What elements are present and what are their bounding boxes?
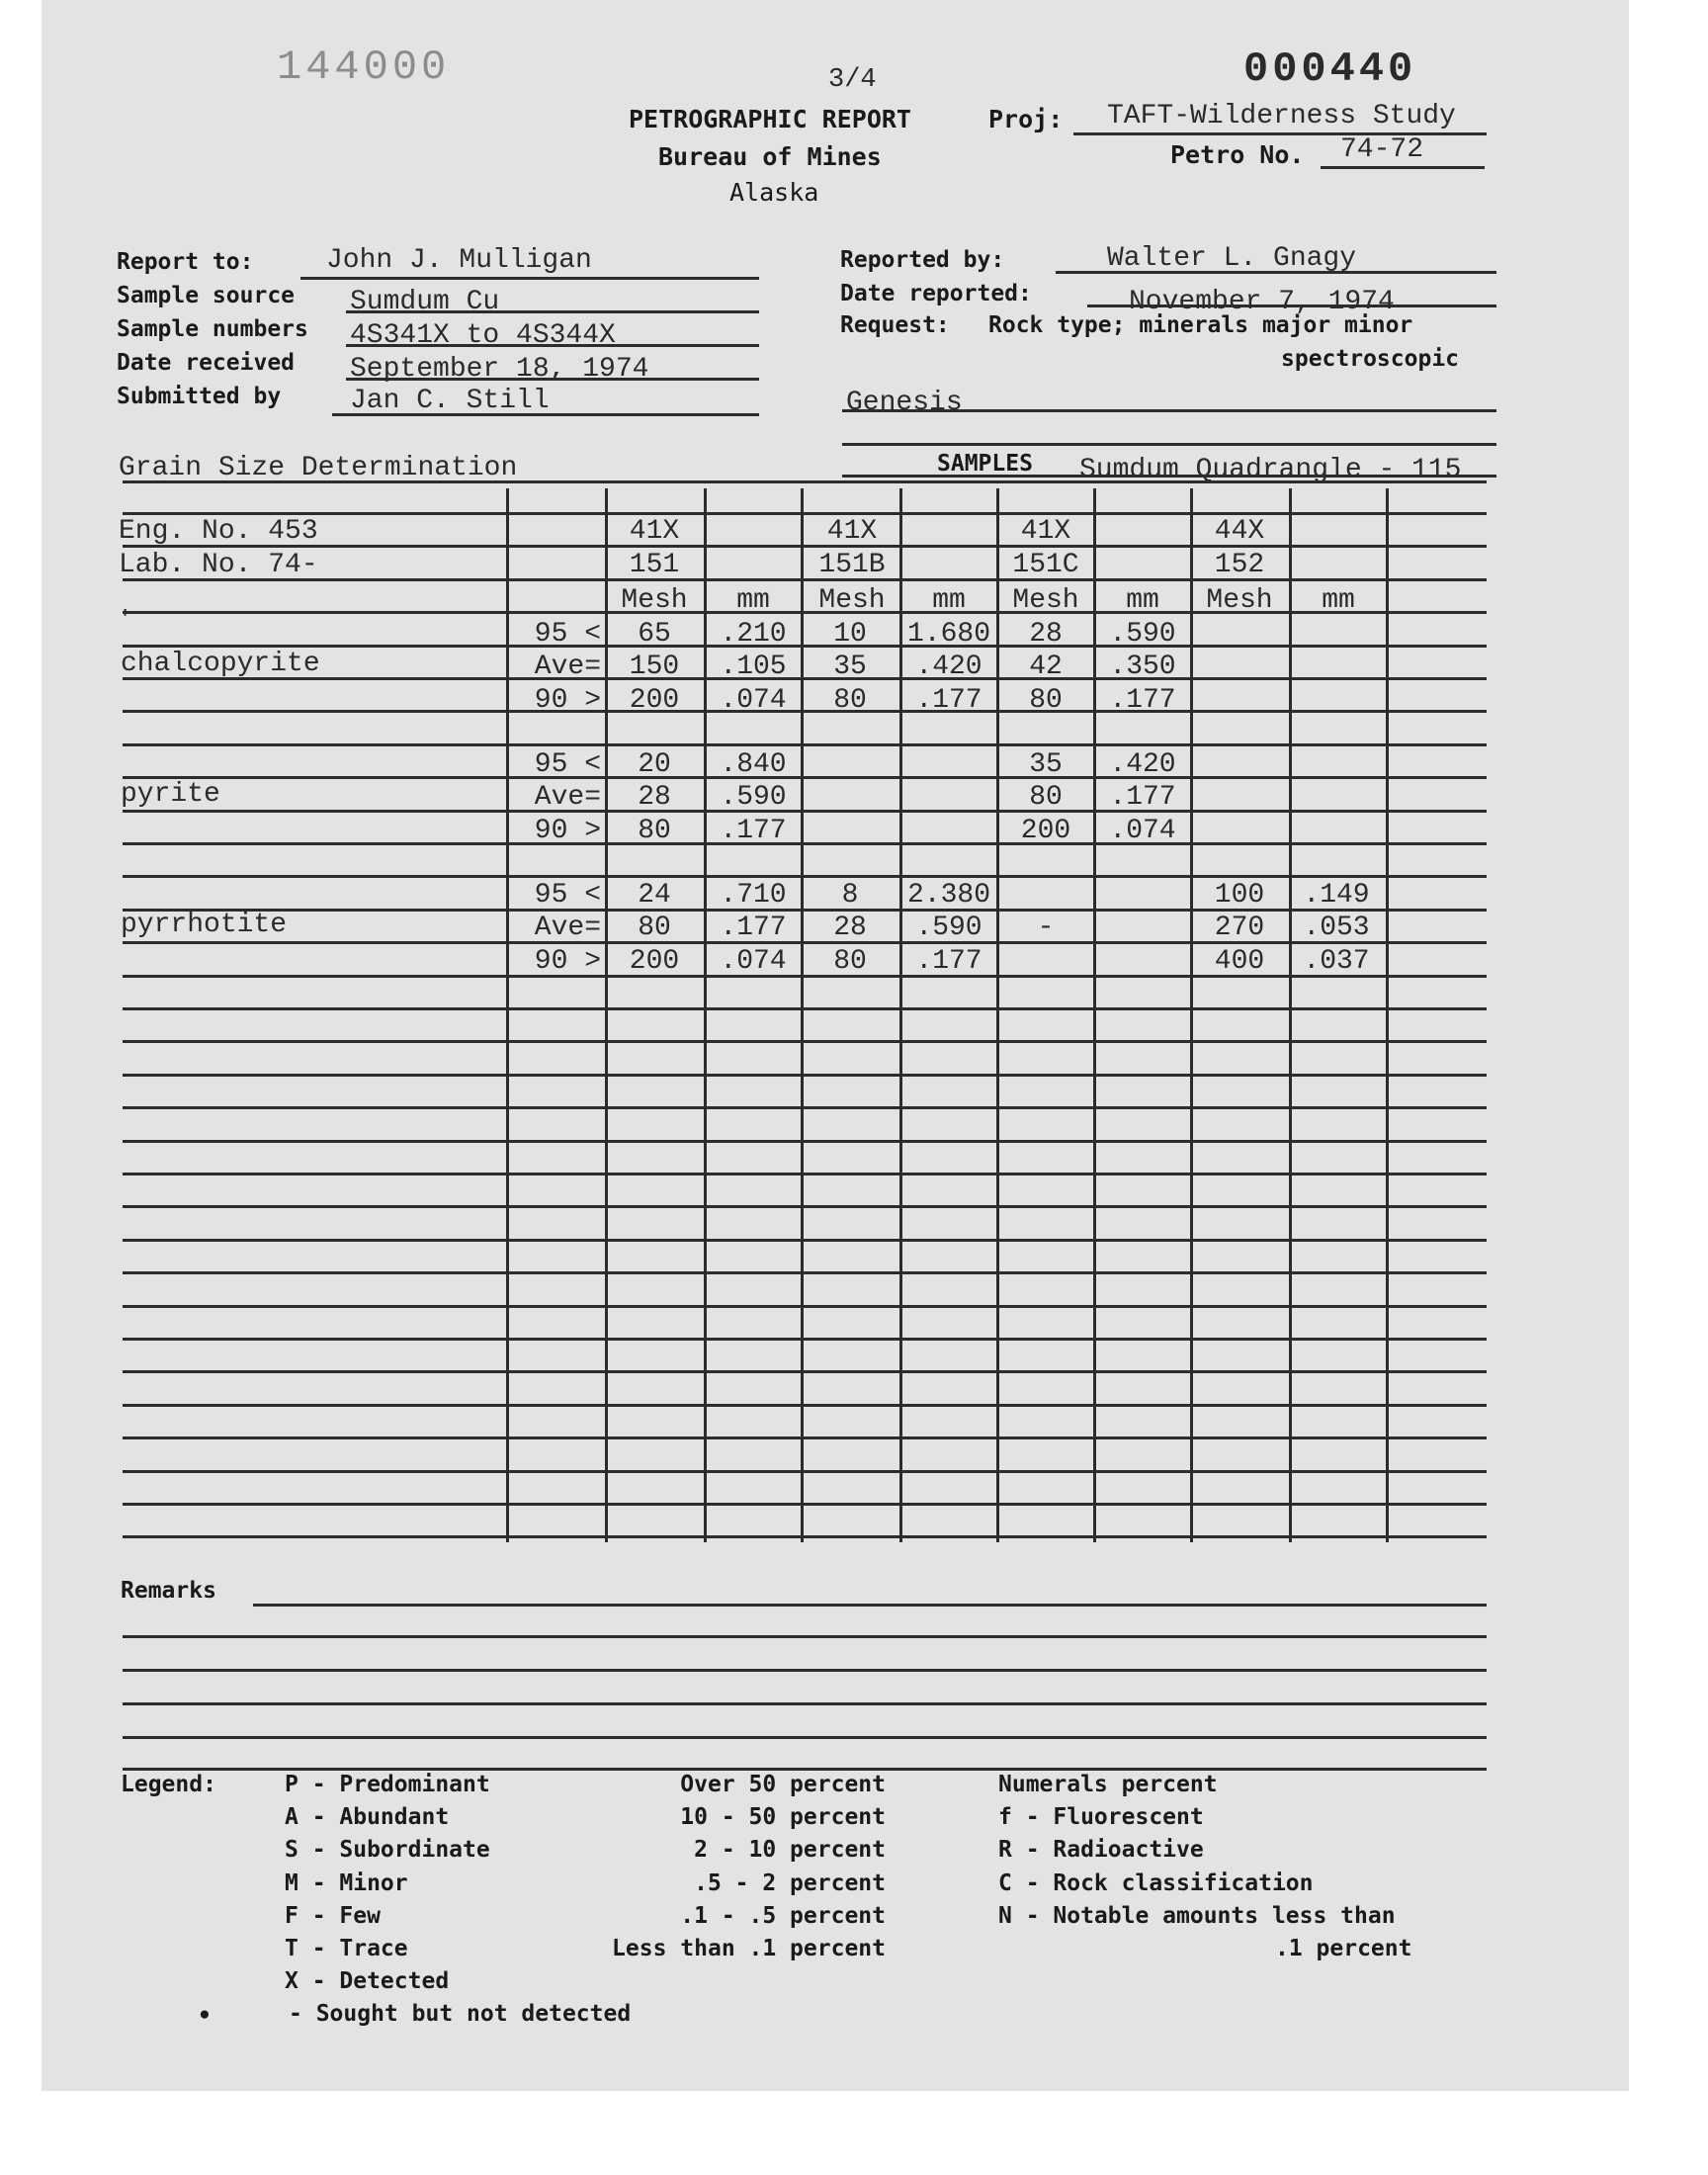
submitted-by-value: Jan C. Still xyxy=(350,386,550,416)
table-cell-value: .177 xyxy=(1109,685,1176,716)
grain-size-title: Grain Size Determination xyxy=(119,453,518,483)
table-cell-value: .840 xyxy=(720,749,787,780)
table-cell-value: 80 xyxy=(1029,685,1063,716)
mineral-name: chalcopyrite xyxy=(121,649,320,679)
table-cell-value: .590 xyxy=(720,782,787,813)
sample-numbers-value: 4S341X to 4S344X xyxy=(350,320,616,351)
row-label: Ave= xyxy=(534,652,601,682)
row-label: 90 > xyxy=(534,685,601,716)
table-cell-value: 65 xyxy=(638,619,671,650)
row-label: 95 < xyxy=(534,619,601,650)
legend-item: A - Abundant xyxy=(285,1804,450,1830)
table-cell-value: 28 xyxy=(1029,619,1063,650)
samples-label: SAMPLES xyxy=(937,451,1033,477)
reported-by-value: Walter L. Gnagy xyxy=(1107,243,1357,274)
table-cell-value: .710 xyxy=(720,880,787,911)
legend-item: f - Fluorescent xyxy=(998,1804,1204,1830)
col-mm-header: mm xyxy=(1126,585,1159,616)
legend-item: M - Minor xyxy=(285,1870,408,1896)
table-cell-value: 150 xyxy=(629,652,680,682)
table-cell-value: 270 xyxy=(1214,913,1265,943)
col-mm-header: mm xyxy=(1322,585,1355,616)
sample-source-label: Sample source xyxy=(117,283,296,308)
table-cell-value: 80 xyxy=(833,946,867,977)
mineral-name: pyrrhotite xyxy=(121,910,288,940)
legend-item: Less than .1 percent xyxy=(612,1936,886,1961)
legend-item: .1 percent xyxy=(1275,1936,1412,1961)
table-cell-value: 10 xyxy=(833,619,867,650)
row-label: Ave= xyxy=(534,913,601,943)
table-cell-value: 28 xyxy=(638,782,671,813)
mineral-name: pyrite xyxy=(121,779,220,810)
table-cell-value: 80 xyxy=(1029,782,1063,813)
date-received-label: Date received xyxy=(117,350,296,376)
col-mm-header: mm xyxy=(932,585,966,616)
row-label: 95 < xyxy=(534,749,601,780)
lab-id: 151 xyxy=(629,550,680,580)
table-cell-value: .105 xyxy=(720,652,787,682)
request-label: Request: xyxy=(840,312,950,338)
lab-no: Lab. No. 74- xyxy=(119,550,318,580)
table-cell-value: 80 xyxy=(833,685,867,716)
table-cell-value: .074 xyxy=(720,685,787,716)
row-label: 90 > xyxy=(534,946,601,977)
legend-item: 10 - 50 percent xyxy=(680,1804,886,1830)
sample-source-value: Sumdum Cu xyxy=(350,287,500,317)
legend-item: .5 - 2 percent xyxy=(694,1870,886,1896)
sample-id: 44X xyxy=(1214,516,1265,547)
table-cell-value: 35 xyxy=(833,652,867,682)
submitted-by-label: Submitted by xyxy=(117,384,282,409)
page-fraction: 3/4 xyxy=(828,65,877,95)
legend-item: F - Few xyxy=(285,1903,381,1929)
eng-no: Eng. No. 453 xyxy=(119,516,318,547)
table-cell-value: 1.680 xyxy=(906,619,990,650)
legend-item: S - Subordinate xyxy=(285,1837,490,1863)
table-cell-value: .177 xyxy=(720,816,787,846)
legend-item: X - Detected xyxy=(285,1968,450,1994)
legend-item: .1 - .5 percent xyxy=(680,1903,886,1929)
table-cell-value: 24 xyxy=(638,880,671,911)
col-mesh-header: Mesh xyxy=(818,585,886,616)
agency-name: Bureau of Mines xyxy=(658,142,882,171)
lab-id: 151B xyxy=(818,550,886,580)
table-cell-value: 28 xyxy=(833,913,867,943)
legend-item: C - Rock classification xyxy=(998,1870,1314,1896)
table-cell-value: .210 xyxy=(720,619,787,650)
request-line-2: spectroscopic xyxy=(1281,346,1460,372)
row-label: 95 < xyxy=(534,880,601,911)
row-label: 90 > xyxy=(534,816,601,846)
lab-id: 152 xyxy=(1214,550,1265,580)
sample-id: 41X xyxy=(826,516,878,547)
remarks-label: Remarks xyxy=(121,1578,216,1604)
stamp-number-left: 144000 xyxy=(277,44,451,91)
col-mesh-header: Mesh xyxy=(1012,585,1079,616)
report-to-label: Report to: xyxy=(117,249,254,275)
proj-label: Proj: xyxy=(988,105,1064,133)
table-cell-value: 8 xyxy=(841,880,859,911)
legend-label: Legend: xyxy=(121,1772,216,1797)
table-cell-value: .350 xyxy=(1109,652,1176,682)
table-cell-value: .420 xyxy=(915,652,982,682)
sample-numbers-label: Sample numbers xyxy=(117,316,308,342)
request-line-1: Rock type; minerals major minor xyxy=(988,312,1413,338)
table-cell-value: 35 xyxy=(1029,749,1063,780)
date-received-value: September 18, 1974 xyxy=(350,354,649,385)
stamp-number-right: 000440 xyxy=(1243,45,1417,93)
row-label: Ave= xyxy=(534,782,601,813)
table-cell-value: 2.380 xyxy=(906,880,990,911)
table-cell-value: 200 xyxy=(1020,816,1071,846)
table-cell-value: .177 xyxy=(720,913,787,943)
legend-item: T - Trace xyxy=(285,1936,408,1961)
table-cell-value: 200 xyxy=(629,685,680,716)
table-cell-value: .074 xyxy=(720,946,787,977)
table-cell-value: 20 xyxy=(638,749,671,780)
legend-item: - Sought but not detected xyxy=(289,2001,632,2028)
date-reported-value: November 7, 1974 xyxy=(1129,287,1395,317)
table-cell-value: - xyxy=(1037,913,1055,943)
lab-id: 151C xyxy=(1012,550,1079,580)
table-cell-value: 80 xyxy=(638,913,671,943)
legend-item: Over 50 percent xyxy=(680,1772,886,1797)
petro-value: 74-72 xyxy=(1340,134,1424,165)
table-cell-value: .177 xyxy=(915,685,982,716)
samples-location: Sumdum Quadrangle - 115 xyxy=(1079,455,1462,485)
table-cell-value: .037 xyxy=(1303,946,1370,977)
petro-label: Petro No. xyxy=(1170,140,1305,169)
table-cell-value: .177 xyxy=(1109,782,1176,813)
table-cell-value: 100 xyxy=(1214,880,1265,911)
legend-item: Numerals percent xyxy=(998,1772,1218,1797)
table-cell-value: 42 xyxy=(1029,652,1063,682)
legend-item: P - Predominant xyxy=(285,1772,490,1797)
col-mesh-header: Mesh xyxy=(621,585,688,616)
legend-item: 2 - 10 percent xyxy=(694,1837,886,1863)
report-to-value: John J. Mulligan xyxy=(326,245,592,276)
bullet-icon: • xyxy=(198,2003,212,2029)
table-cell-value: .420 xyxy=(1109,749,1176,780)
col-mm-header: mm xyxy=(736,585,770,616)
col-mesh-header: Mesh xyxy=(1206,585,1273,616)
table-cell-value: .590 xyxy=(915,913,982,943)
table-cell-value: 200 xyxy=(629,946,680,977)
region-name: Alaska xyxy=(729,178,819,207)
table-cell-value: 400 xyxy=(1214,946,1265,977)
proj-value: TAFT-Wilderness Study xyxy=(1107,101,1456,131)
table-cell-value: .177 xyxy=(915,946,982,977)
reported-by-label: Reported by: xyxy=(840,247,1005,273)
table-cell-value: .590 xyxy=(1109,619,1176,650)
sample-id: 41X xyxy=(1020,516,1071,547)
table-cell-value: 80 xyxy=(638,816,671,846)
genesis-label: Genesis xyxy=(846,388,963,418)
legend-item: N - Notable amounts less than xyxy=(998,1903,1396,1929)
date-reported-label: Date reported: xyxy=(840,281,1032,306)
report-title: PETROGRAPHIC REPORT xyxy=(629,105,911,133)
table-cell-value: .053 xyxy=(1303,913,1370,943)
legend-item: R - Radioactive xyxy=(998,1837,1204,1863)
sample-id: 41X xyxy=(629,516,680,547)
table-cell-value: .149 xyxy=(1303,880,1370,911)
table-cell-value: .074 xyxy=(1109,816,1176,846)
